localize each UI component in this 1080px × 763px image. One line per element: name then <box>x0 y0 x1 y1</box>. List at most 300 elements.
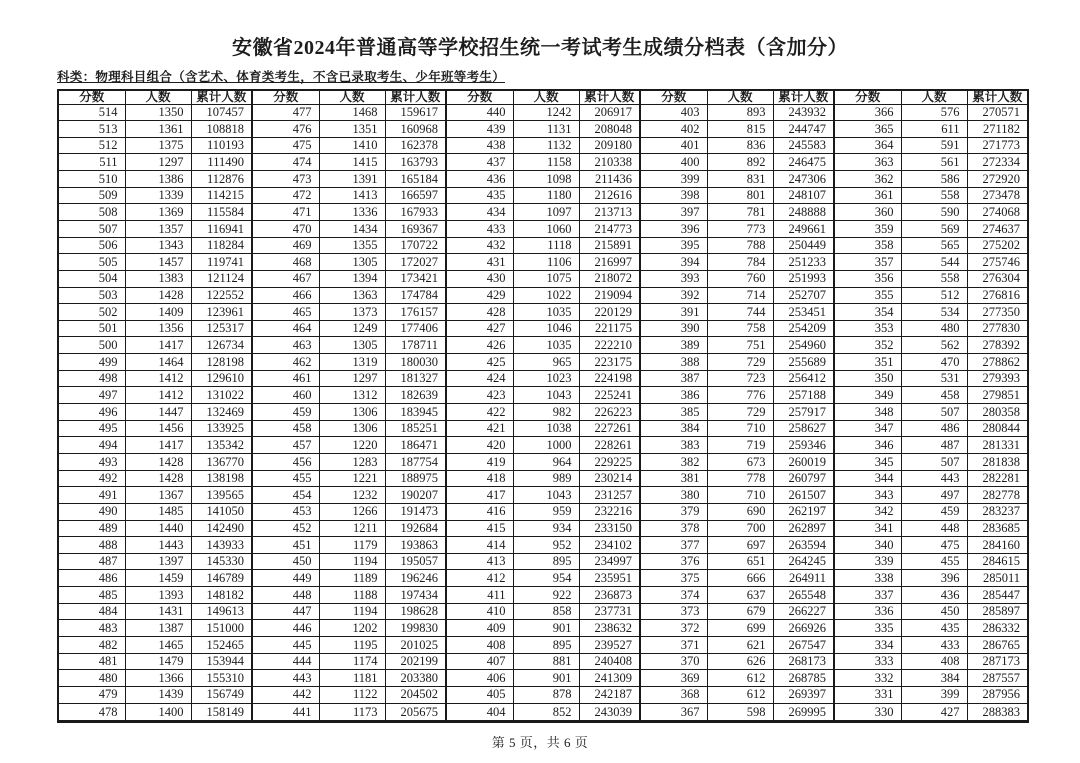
score-cell: 420 <box>446 437 513 454</box>
cumulative-cell: 275746 <box>967 254 1028 271</box>
count-cell: 1440 <box>125 520 191 537</box>
score-cell: 370 <box>640 653 707 670</box>
score-cell: 435 <box>446 187 513 204</box>
score-header: 分数 <box>640 90 707 104</box>
score-cell: 372 <box>640 620 707 637</box>
count-cell: 1386 <box>125 171 191 188</box>
score-cell: 486 <box>58 570 125 587</box>
cumulative-cell: 222210 <box>579 337 640 354</box>
cumulative-cell: 162378 <box>385 137 446 154</box>
cumulative-cell: 208048 <box>579 121 640 138</box>
count-cell: 729 <box>707 354 773 371</box>
score-cell: 471 <box>252 204 319 221</box>
score-cell: 439 <box>446 121 513 138</box>
cumulative-cell: 174784 <box>385 287 446 304</box>
score-cell: 397 <box>640 204 707 221</box>
score-cell: 404 <box>446 703 513 721</box>
score-cell: 463 <box>252 337 319 354</box>
count-cell: 982 <box>513 404 579 421</box>
count-cell: 544 <box>901 254 967 271</box>
count-cell: 815 <box>707 121 773 138</box>
count-cell: 1306 <box>319 404 385 421</box>
cumulative-cell: 135342 <box>191 437 252 454</box>
score-cell: 338 <box>834 570 901 587</box>
count-cell: 1022 <box>513 287 579 304</box>
score-cell: 333 <box>834 653 901 670</box>
cumulative-cell: 196246 <box>385 570 446 587</box>
count-cell: 1106 <box>513 254 579 271</box>
cumulative-cell: 249661 <box>773 220 834 237</box>
score-cell: 470 <box>252 220 319 237</box>
table-row <box>58 154 1028 171</box>
score-cell: 393 <box>640 270 707 287</box>
score-cell: 472 <box>252 187 319 204</box>
table-row <box>58 603 1028 620</box>
score-cell: 431 <box>446 254 513 271</box>
count-cell: 710 <box>707 420 773 437</box>
cumulative-cell: 262897 <box>773 520 834 537</box>
count-cell: 778 <box>707 470 773 487</box>
count-cell: 637 <box>707 587 773 604</box>
score-cell: 423 <box>446 387 513 404</box>
table-row <box>58 503 1028 520</box>
score-cell: 413 <box>446 553 513 570</box>
count-cell: 719 <box>707 437 773 454</box>
score-cell: 473 <box>252 171 319 188</box>
cumulative-cell: 234997 <box>579 553 640 570</box>
cumulative-cell: 271773 <box>967 137 1028 154</box>
table-head <box>58 90 1028 104</box>
cumulative-cell: 247306 <box>773 171 834 188</box>
count-cell: 1465 <box>125 637 191 654</box>
score-cell: 381 <box>640 470 707 487</box>
cumulative-cell: 223175 <box>579 354 640 371</box>
count-cell: 1412 <box>125 370 191 387</box>
count-cell: 858 <box>513 603 579 620</box>
score-cell: 494 <box>58 437 125 454</box>
count-cell: 954 <box>513 570 579 587</box>
cumulative-cell: 266227 <box>773 603 834 620</box>
score-cell: 510 <box>58 171 125 188</box>
score-cell: 382 <box>640 453 707 470</box>
cumulative-cell: 123961 <box>191 304 252 321</box>
cumulative-cell: 190207 <box>385 487 446 504</box>
cumulative-cell: 183945 <box>385 404 446 421</box>
count-cell: 1174 <box>319 653 385 670</box>
score-cell: 384 <box>640 420 707 437</box>
score-cell: 497 <box>58 387 125 404</box>
count-cell: 507 <box>901 453 967 470</box>
score-header: 分数 <box>252 90 319 104</box>
cumulative-cell: 212616 <box>579 187 640 204</box>
cumulative-cell: 152465 <box>191 637 252 654</box>
count-cell: 729 <box>707 404 773 421</box>
table-row <box>58 703 1028 721</box>
cumulative-cell: 276816 <box>967 287 1028 304</box>
cumulative-cell: 287956 <box>967 686 1028 703</box>
cumulative-cell: 263594 <box>773 537 834 554</box>
count-cell: 1180 <box>513 187 579 204</box>
score-cell: 429 <box>446 287 513 304</box>
table-row <box>58 104 1028 121</box>
count-cell: 458 <box>901 387 967 404</box>
cumulative-cell: 172027 <box>385 254 446 271</box>
count-cell: 989 <box>513 470 579 487</box>
cumulative-cell: 274637 <box>967 220 1028 237</box>
table-row <box>58 553 1028 570</box>
score-cell: 433 <box>446 220 513 237</box>
cumulative-cell: 187754 <box>385 453 446 470</box>
count-cell: 534 <box>901 304 967 321</box>
cumulative-cell: 119741 <box>191 254 252 271</box>
cumulative-cell: 221175 <box>579 320 640 337</box>
count-cell: 612 <box>707 686 773 703</box>
count-cell: 1202 <box>319 620 385 637</box>
count-cell: 443 <box>901 470 967 487</box>
score-cell: 441 <box>252 703 319 721</box>
cumulative-cell: 245583 <box>773 137 834 154</box>
score-cell: 511 <box>58 154 125 171</box>
cumulative-cell: 252707 <box>773 287 834 304</box>
count-cell: 569 <box>901 220 967 237</box>
score-cell: 401 <box>640 137 707 154</box>
score-cell: 428 <box>446 304 513 321</box>
count-cell: 1383 <box>125 270 191 287</box>
count-cell: 1343 <box>125 237 191 254</box>
count-cell: 1417 <box>125 437 191 454</box>
count-cell: 1439 <box>125 686 191 703</box>
cumulative-header: 累计人数 <box>579 90 640 104</box>
score-table <box>57 89 1029 723</box>
count-cell: 565 <box>901 237 967 254</box>
count-cell: 1412 <box>125 387 191 404</box>
count-cell: 1409 <box>125 304 191 321</box>
count-cell: 801 <box>707 187 773 204</box>
score-cell: 487 <box>58 553 125 570</box>
cumulative-cell: 259346 <box>773 437 834 454</box>
count-cell: 1457 <box>125 254 191 271</box>
count-cell: 1035 <box>513 304 579 321</box>
score-cell: 475 <box>252 137 319 154</box>
score-cell: 514 <box>58 104 125 121</box>
count-cell: 1391 <box>319 171 385 188</box>
count-cell: 965 <box>513 354 579 371</box>
score-cell: 424 <box>446 370 513 387</box>
cumulative-cell: 193863 <box>385 537 446 554</box>
count-cell: 435 <box>901 620 967 637</box>
score-cell: 445 <box>252 637 319 654</box>
score-cell: 502 <box>58 304 125 321</box>
count-cell: 1373 <box>319 304 385 321</box>
table-body <box>58 104 1028 722</box>
count-cell: 1464 <box>125 354 191 371</box>
cumulative-cell: 255689 <box>773 354 834 371</box>
cumulative-cell: 146789 <box>191 570 252 587</box>
table-row <box>58 470 1028 487</box>
cumulative-cell: 277350 <box>967 304 1028 321</box>
score-cell: 405 <box>446 686 513 703</box>
cumulative-cell: 180030 <box>385 354 446 371</box>
cumulative-cell: 188975 <box>385 470 446 487</box>
count-cell: 1459 <box>125 570 191 587</box>
score-cell: 452 <box>252 520 319 537</box>
count-cell: 576 <box>901 104 967 121</box>
count-cell: 448 <box>901 520 967 537</box>
cumulative-cell: 170722 <box>385 237 446 254</box>
count-cell: 1356 <box>125 320 191 337</box>
score-cell: 342 <box>834 503 901 520</box>
count-cell: 1305 <box>319 254 385 271</box>
count-cell: 959 <box>513 503 579 520</box>
count-cell: 1249 <box>319 320 385 337</box>
cumulative-cell: 267547 <box>773 637 834 654</box>
cumulative-cell: 284615 <box>967 553 1028 570</box>
count-cell: 1485 <box>125 503 191 520</box>
score-cell: 349 <box>834 387 901 404</box>
table-row <box>58 187 1028 204</box>
cumulative-cell: 142490 <box>191 520 252 537</box>
cumulative-cell: 116941 <box>191 220 252 237</box>
cumulative-cell: 269397 <box>773 686 834 703</box>
score-cell: 488 <box>58 537 125 554</box>
count-cell: 612 <box>707 670 773 687</box>
count-cell: 1400 <box>125 703 191 721</box>
cumulative-cell: 205675 <box>385 703 446 721</box>
cumulative-cell: 129610 <box>191 370 252 387</box>
cumulative-cell: 156749 <box>191 686 252 703</box>
count-cell: 408 <box>901 653 967 670</box>
table-row <box>58 653 1028 670</box>
cumulative-cell: 185251 <box>385 420 446 437</box>
table-row <box>58 270 1028 287</box>
score-cell: 357 <box>834 254 901 271</box>
cumulative-cell: 243039 <box>579 703 640 721</box>
cumulative-cell: 272920 <box>967 171 1028 188</box>
page-number: 第 5 页，共 6 页 <box>491 735 589 750</box>
score-cell: 436 <box>446 171 513 188</box>
count-cell: 679 <box>707 603 773 620</box>
cumulative-cell: 271182 <box>967 121 1028 138</box>
count-cell: 1188 <box>319 587 385 604</box>
score-cell: 478 <box>58 703 125 721</box>
table-row <box>58 437 1028 454</box>
score-cell: 394 <box>640 254 707 271</box>
count-cell: 1366 <box>125 670 191 687</box>
cumulative-cell: 111490 <box>191 154 252 171</box>
cumulative-cell: 285897 <box>967 603 1028 620</box>
score-cell: 498 <box>58 370 125 387</box>
count-cell: 751 <box>707 337 773 354</box>
count-cell: 1431 <box>125 603 191 620</box>
cumulative-cell: 235951 <box>579 570 640 587</box>
count-cell: 666 <box>707 570 773 587</box>
count-cell: 690 <box>707 503 773 520</box>
score-cell: 482 <box>58 637 125 654</box>
count-cell: 1046 <box>513 320 579 337</box>
table-row <box>58 404 1028 421</box>
count-header: 人数 <box>901 90 967 104</box>
cumulative-cell: 257917 <box>773 404 834 421</box>
score-cell: 358 <box>834 237 901 254</box>
count-cell: 1297 <box>319 370 385 387</box>
count-cell: 760 <box>707 270 773 287</box>
count-cell: 1428 <box>125 287 191 304</box>
score-cell: 479 <box>58 686 125 703</box>
count-cell: 1434 <box>319 220 385 237</box>
cumulative-header: 累计人数 <box>773 90 834 104</box>
score-cell: 505 <box>58 254 125 271</box>
count-cell: 878 <box>513 686 579 703</box>
cumulative-cell: 239527 <box>579 637 640 654</box>
count-cell: 1131 <box>513 121 579 138</box>
count-cell: 934 <box>513 520 579 537</box>
score-cell: 481 <box>58 653 125 670</box>
score-cell: 398 <box>640 187 707 204</box>
score-cell: 456 <box>252 453 319 470</box>
score-cell: 334 <box>834 637 901 654</box>
cumulative-cell: 257188 <box>773 387 834 404</box>
table-row <box>58 453 1028 470</box>
score-cell: 437 <box>446 154 513 171</box>
count-cell: 1350 <box>125 104 191 121</box>
count-cell: 699 <box>707 620 773 637</box>
count-cell: 1097 <box>513 204 579 221</box>
cumulative-cell: 218072 <box>579 270 640 287</box>
score-cell: 485 <box>58 587 125 604</box>
cumulative-cell: 226223 <box>579 404 640 421</box>
count-cell: 1043 <box>513 487 579 504</box>
cumulative-cell: 225241 <box>579 387 640 404</box>
score-cell: 364 <box>834 137 901 154</box>
score-cell: 409 <box>446 620 513 637</box>
score-cell: 430 <box>446 270 513 287</box>
score-cell: 383 <box>640 437 707 454</box>
score-cell: 368 <box>640 686 707 703</box>
cumulative-cell: 251993 <box>773 270 834 287</box>
score-cell: 344 <box>834 470 901 487</box>
cumulative-cell: 285447 <box>967 587 1028 604</box>
cumulative-cell: 210338 <box>579 154 640 171</box>
table-row <box>58 137 1028 154</box>
count-cell: 831 <box>707 171 773 188</box>
cumulative-cell: 216997 <box>579 254 640 271</box>
table-row <box>58 520 1028 537</box>
cumulative-cell: 186471 <box>385 437 446 454</box>
count-cell: 744 <box>707 304 773 321</box>
count-cell: 1375 <box>125 137 191 154</box>
count-cell: 487 <box>901 437 967 454</box>
cumulative-cell: 241309 <box>579 670 640 687</box>
count-cell: 1369 <box>125 204 191 221</box>
cumulative-cell: 115584 <box>191 204 252 221</box>
cumulative-cell: 258627 <box>773 420 834 437</box>
score-cell: 440 <box>446 104 513 121</box>
count-cell: 1393 <box>125 587 191 604</box>
cumulative-cell: 215891 <box>579 237 640 254</box>
count-cell: 881 <box>513 653 579 670</box>
count-cell: 470 <box>901 354 967 371</box>
score-cell: 389 <box>640 337 707 354</box>
count-cell: 1000 <box>513 437 579 454</box>
score-cell: 421 <box>446 420 513 437</box>
table-row <box>58 587 1028 604</box>
count-cell: 1023 <box>513 370 579 387</box>
count-cell: 922 <box>513 587 579 604</box>
count-cell: 1173 <box>319 703 385 721</box>
cumulative-cell: 173421 <box>385 270 446 287</box>
cumulative-cell: 203380 <box>385 670 446 687</box>
table-row <box>58 637 1028 654</box>
header-row <box>58 90 1028 104</box>
table-row <box>58 686 1028 703</box>
score-cell: 449 <box>252 570 319 587</box>
cumulative-cell: 125317 <box>191 320 252 337</box>
count-cell: 1266 <box>319 503 385 520</box>
score-cell: 500 <box>58 337 125 354</box>
cumulative-cell: 145330 <box>191 553 252 570</box>
cumulative-cell: 159617 <box>385 104 446 121</box>
score-cell: 361 <box>834 187 901 204</box>
score-cell: 371 <box>640 637 707 654</box>
score-cell: 355 <box>834 287 901 304</box>
table-row <box>58 121 1028 138</box>
cumulative-cell: 287557 <box>967 670 1028 687</box>
cumulative-cell: 279851 <box>967 387 1028 404</box>
count-cell: 1410 <box>319 137 385 154</box>
count-cell: 1468 <box>319 104 385 121</box>
score-cell: 496 <box>58 404 125 421</box>
cumulative-cell: 202199 <box>385 653 446 670</box>
score-cell: 454 <box>252 487 319 504</box>
score-cell: 360 <box>834 204 901 221</box>
cumulative-cell: 242187 <box>579 686 640 703</box>
score-cell: 392 <box>640 287 707 304</box>
cumulative-cell: 233150 <box>579 520 640 537</box>
count-cell: 1189 <box>319 570 385 587</box>
count-header: 人数 <box>125 90 191 104</box>
table-row <box>58 420 1028 437</box>
count-cell: 512 <box>901 287 967 304</box>
score-cell: 447 <box>252 603 319 620</box>
cumulative-cell: 133925 <box>191 420 252 437</box>
count-header: 人数 <box>513 90 579 104</box>
cumulative-cell: 266926 <box>773 620 834 637</box>
score-cell: 356 <box>834 270 901 287</box>
cumulative-cell: 209180 <box>579 137 640 154</box>
cumulative-cell: 230214 <box>579 470 640 487</box>
count-cell: 586 <box>901 171 967 188</box>
cumulative-cell: 262197 <box>773 503 834 520</box>
count-cell: 621 <box>707 637 773 654</box>
score-cell: 416 <box>446 503 513 520</box>
score-cell: 426 <box>446 337 513 354</box>
score-cell: 509 <box>58 187 125 204</box>
score-cell: 417 <box>446 487 513 504</box>
cumulative-cell: 136770 <box>191 453 252 470</box>
score-cell: 506 <box>58 237 125 254</box>
score-cell: 493 <box>58 453 125 470</box>
cumulative-cell: 284160 <box>967 537 1028 554</box>
cumulative-cell: 282778 <box>967 487 1028 504</box>
count-cell: 507 <box>901 404 967 421</box>
cumulative-cell: 248888 <box>773 204 834 221</box>
score-cell: 385 <box>640 404 707 421</box>
count-cell: 1232 <box>319 487 385 504</box>
score-cell: 495 <box>58 420 125 437</box>
cumulative-cell: 214773 <box>579 220 640 237</box>
count-cell: 1221 <box>319 470 385 487</box>
count-cell: 836 <box>707 137 773 154</box>
